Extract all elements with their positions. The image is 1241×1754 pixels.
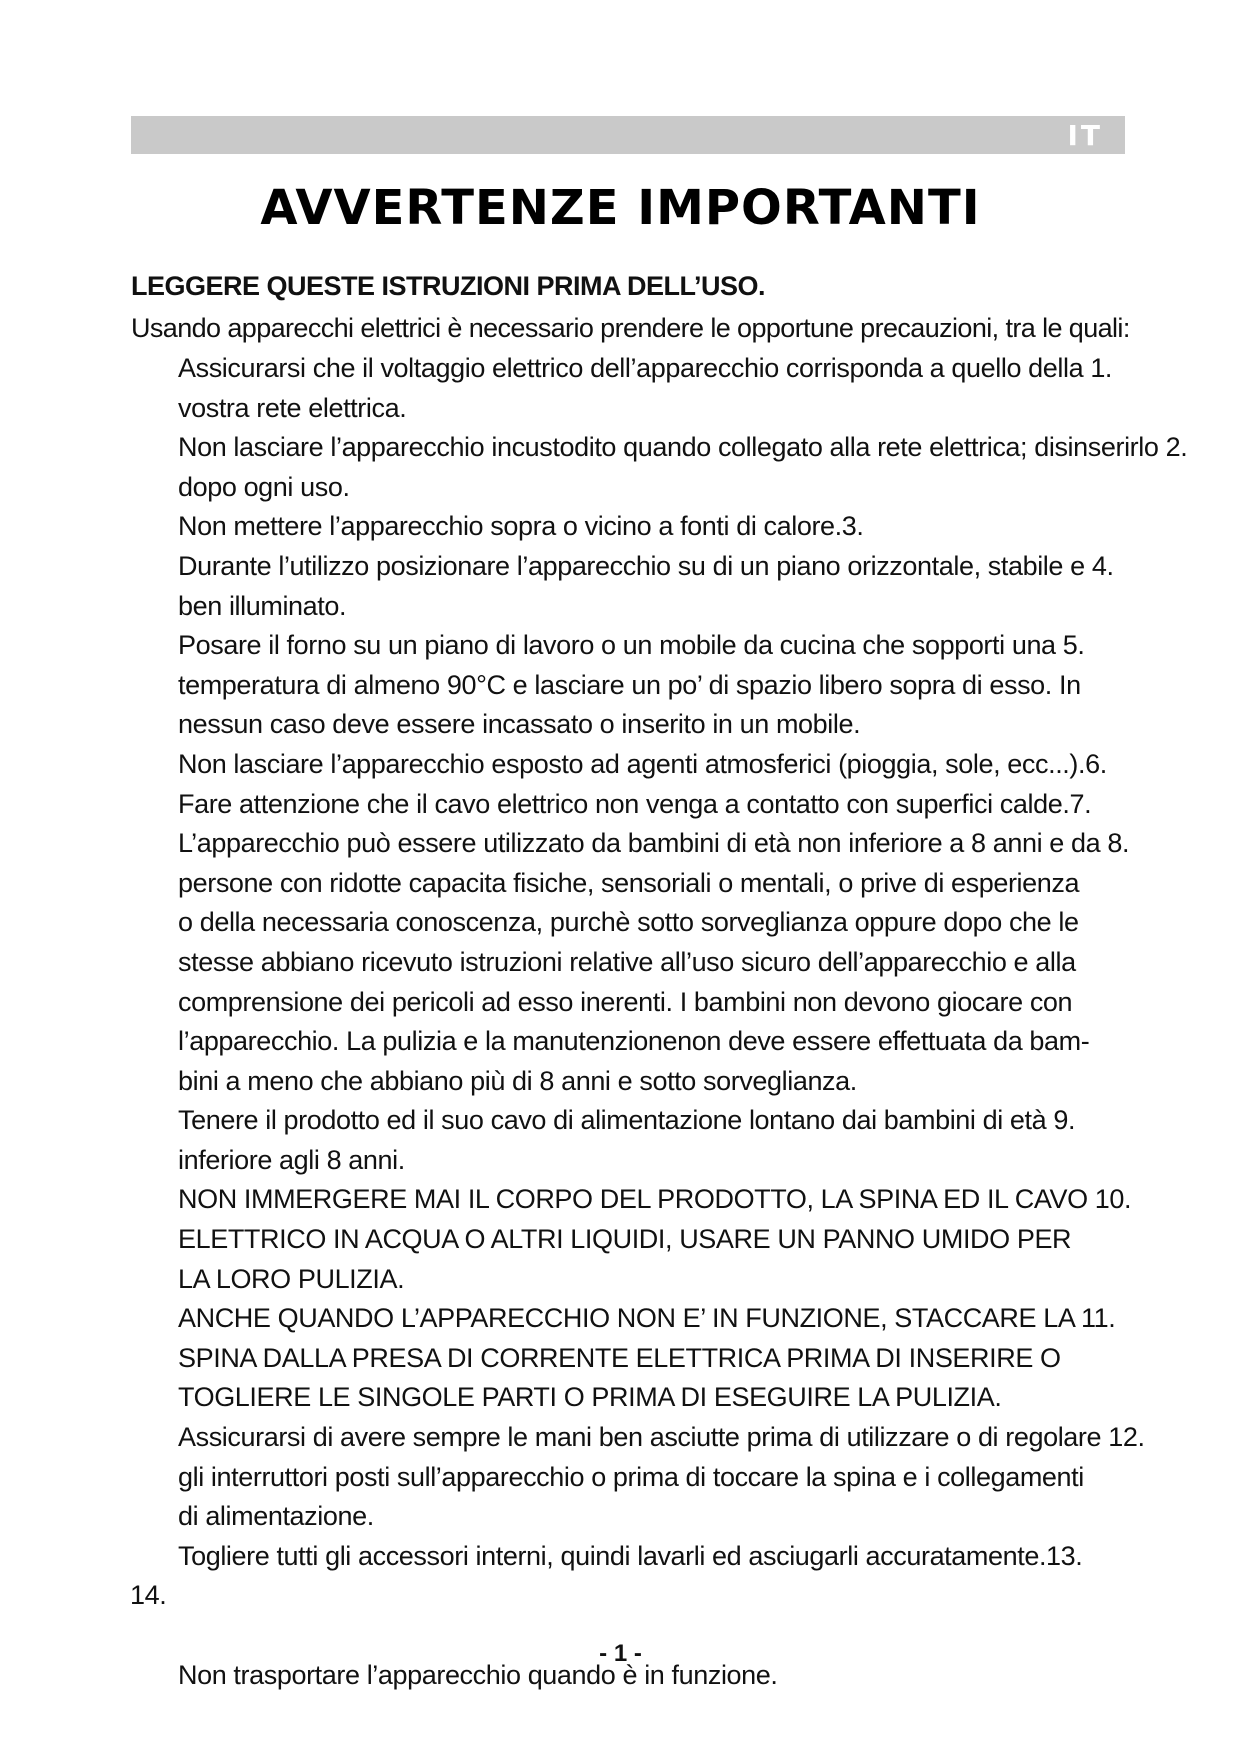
list-item-last: [130, 1576, 1198, 1695]
page-number: - 1 -: [599, 1640, 642, 1667]
list-item: Tenere il prodotto ed il suo cavo di alimentazione lontano dai bambini di età 9. inferiore agli 8 anni.: [178, 1105, 1076, 1175]
warnings-list: [130, 349, 1198, 1695]
list-item: Togliere tutti gli accessori interni, quindi lavarli ed asciugarli accuratamente.13.: [178, 1540, 1083, 1571]
list-item: NON IMMERGERE MAI IL CORPO DEL PRODOTTO, LA SPINA ED IL CAVO 10. ELETTRICO IN ACQUA O ALTRI LIQUIDI, USARE UN PANNO UMIDO PER LA LORO PULIZIA.: [178, 1184, 1132, 1294]
section-subtitle: LEGGERE QUESTE ISTRUZIONI PRIMA DELL’USO.: [131, 271, 766, 301]
list-item: Assicurarsi che il voltaggio elettrico dell’apparecchio corrisponda a quello della 1. vostra rete elettrica.: [178, 353, 1113, 423]
list-item: Posare il forno su un piano di lavoro o un mobile da cucina che sopporti una 5. temperatura di almeno 90°C e lasciare un po’ di spazio libero sopra di esso. In nessun caso deve essere incassato o inserito in un mobile.: [178, 630, 1085, 740]
list-item: Assicurarsi di avere sempre le mani ben asciutte prima di utilizzare o di regolare 12. gli interruttori posti sull’apparecchio o prima di toccare la spina e i collegamenti di alimentazione.: [178, 1422, 1145, 1532]
list-item: L’apparecchio può essere utilizzato da bambini di età non inferiore a 8 anni e da 8. persone con ridotte capacita fisiche, sensoriali o mentali, o prive di esperienza o della necessaria conoscenza, purchè sotto sorveglianza oppure dopo che le stesse abbiano ricevuto istruzioni relative all’uso sicuro dell’apparecchio e alla comprensione dei pericoli ad esso inerenti. I bambini non devono giocare con l’apparecchio. La pulizia e la manutenzionenon deve essere effettuata da bam- bini a meno che abbiano più di 8 anni e sotto sorveglianza.: [178, 828, 1130, 1096]
language-header-bar: [131, 116, 1125, 154]
list-item: Non lasciare l’apparecchio esposto ad agenti atmosferici (pioggia, sole, ecc...).6.: [178, 748, 1107, 779]
list-item: Non lasciare l’apparecchio incustodito quando collegato alla rete elettrica; disinserirlo 2. dopo ogni uso.: [178, 432, 1188, 502]
list-item: Durante l’utilizzo posizionare l’apparecchio su di un piano orizzontale, stabile e 4. ben illuminato.: [178, 550, 1114, 621]
list-item: Non mettere l’apparecchio sopra o vicino a fonti di calore.3.: [178, 511, 864, 542]
language-tag: IT: [1067, 119, 1103, 152]
list-item-text: Non trasportare l’apparecchio quando è in funzione.: [178, 1659, 778, 1690]
list-item: ANCHE QUANDO L’APPARECCHIO NON E’ IN FUNZIONE, STACCARE LA 11. SPINA DALLA PRESA DI CORRENTE ELETTRICA PRIMA DI INSERIRE O TOGLIERE LE SINGOLE PARTI O PRIMA DI ESEGUIRE LA PULIZIA.: [178, 1303, 1116, 1413]
list-item-number: 14.: [130, 1580, 167, 1611]
page-title: AVVERTENZE IMPORTANTI: [260, 180, 981, 236]
intro-paragraph: Usando apparecchi elettrici è necessario prendere le opportune precauzioni, tra le quali:: [131, 313, 1130, 343]
list-item: Fare attenzione che il cavo elettrico non venga a contatto con superfici calde.7.: [178, 788, 1092, 819]
